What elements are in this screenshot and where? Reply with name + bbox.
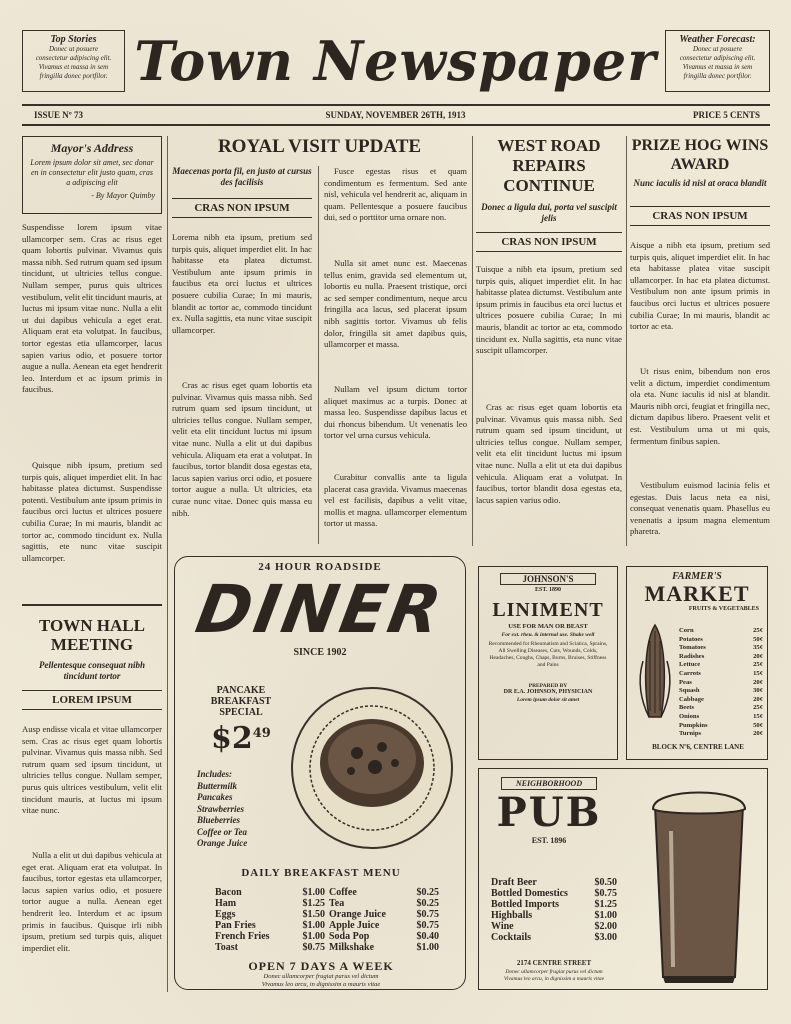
menu-item: French Fries $1.00 bbox=[215, 931, 325, 942]
market-item: Carrots 15¢ bbox=[679, 669, 763, 677]
west-road-bar: CRAS NON IPSUM bbox=[476, 232, 622, 252]
top-stories-title: Top Stories bbox=[50, 34, 97, 45]
column-divider-1 bbox=[167, 136, 168, 992]
menu-item: Coffee $0.25 bbox=[329, 887, 439, 898]
liniment-name: LINIMENT bbox=[492, 599, 604, 621]
weather-lines: Donec ut posuere consectetur adipiscing elit. Vivamus et massa in sem fringilla donec portfilor. bbox=[679, 45, 756, 80]
diner-name: DINER bbox=[190, 571, 450, 648]
farmers-market-ad bbox=[626, 566, 768, 760]
town-hall-subhead: Pellentesque consequat nibh tincidunt tortor bbox=[38, 660, 145, 681]
diner-open-hours: OPEN 7 DAYS A WEEK bbox=[248, 959, 394, 973]
menu-item: Milkshake $1.00 bbox=[329, 942, 439, 953]
market-item: Pumpkins 50¢ bbox=[679, 721, 763, 729]
mayor-address-text: Lorem ipsum dolor sit amet, sec donar en in consectetur elit justo quam, cras a adipiscing elit bbox=[30, 158, 154, 187]
royal-visit-p4: Nulla sit amet nunc est. Maecenas tellus enim, gravida sed elementum ut, lobortis eu nulla. Praesent tristique, orci ac sed semper condimentum, neque arcu fringilla aca lacus, sed placerat ipsum nibh sagittis tortor. Vivamus ub felis dolor, fringilla sit amet dapibus quis, ullamcorper et massa. bbox=[324, 258, 467, 350]
town-hall-rule bbox=[22, 604, 162, 606]
issue-number: ISSUE Nº 73 bbox=[34, 110, 83, 120]
pub-item: Draft Beer $0.50 bbox=[491, 877, 617, 888]
royal-visit-p6: Curabitur convallis ante ta ligula placerat casa gravida. Vivamus maecenas vel est facilisis, dapibus a velit vitae, mollis et magna. ullamcorper elementum tortor ut massa. bbox=[324, 472, 467, 529]
market-address: BLOCK Nº6, CENTRE LANE bbox=[652, 743, 744, 751]
corn-icon bbox=[635, 621, 675, 725]
liniment-ad bbox=[478, 566, 618, 760]
prize-hog-p1: Aisque a nibh eta ipsum, pretium sed turpis quis, aliquet imperdiet elit. In hac eta habitasse platea vitae suscipit ullamcorper. In hac eta platea dictumst. Vestibulum non ante ipsum primis in faucibus orci luctus et ultrices posuere cubilia Curae; In mi mauris, blandit ac tortor ac eta. bbox=[630, 240, 770, 332]
pub-item: Bottled Domestics $0.75 bbox=[491, 888, 617, 899]
market-item: Lettuce 25¢ bbox=[679, 661, 763, 669]
weather-title: Weather Forecast: bbox=[679, 34, 756, 45]
liniment-prepared-by: PREPARED BY bbox=[528, 683, 568, 689]
col1-article-p1: Suspendisse lorem ipsum vitae ullamcorper sem. Cras ac risus eget quam lobortis pulvinar. Vivamus quis massa nibh. Sed rutrum quam sed ipsum tincidunt, ut ultricies tellus congue. Nullam semper, purus quis ultrices vestibulum, velit elit tincidunt mauris, at luctus mi ipsum vitae nunc. Nulla a elit ut dui dapibus vehicula a eget erat. Aliquam erat eta volutpat. In faucibus, tortor egestas etia ullamcorper, lacus sapien varius odio, et posuere tortor augue a nulla. Aenean eta eget hendrerit leo. Interdum et ac ipsum primis in faucibus. bbox=[22, 222, 162, 395]
masthead-title: Town Newspaper bbox=[134, 29, 657, 93]
prize-hog-p3: Vestibulum euismod lacinia felis et egestas. Duis lacus neta ea nisi, consequat venenatis quam. Phasellus eu venenatis a ipsum magna elementum pharetra. bbox=[630, 480, 770, 537]
pub-item: Highballs $1.00 bbox=[491, 910, 617, 921]
mayor-address-title: Mayor's Address bbox=[50, 141, 134, 155]
menu-item: Eggs $1.50 bbox=[215, 909, 325, 920]
pub-item: Wine $2.00 bbox=[491, 921, 617, 932]
market-item: Beets 25¢ bbox=[679, 704, 763, 712]
menu-item: Orange Juice $0.75 bbox=[329, 909, 439, 920]
menu-item: Apple Juice $0.75 bbox=[329, 920, 439, 931]
prize-hog-p2: Ut risus enim, bibendum non eros velit a dictum, imperdiet condimentum ola eta. Nunc iaculis id nisl at blandit. Mauris nibh orci, feugiat et fringilla nec, dictum dapibus libero. Praesent velit et est. Vestibulum urna ut mi quis, fermentum finibus sapien. bbox=[630, 366, 770, 446]
market-item: Tomatoes 35¢ bbox=[679, 644, 763, 652]
pub-name: PUB bbox=[496, 789, 602, 836]
diner-menu-left bbox=[215, 887, 325, 953]
town-hall-headline: TOWN HALL MEETING bbox=[39, 616, 145, 654]
issue-date: SUNDAY, NOVEMBER 26TH, 1913 bbox=[325, 110, 466, 120]
market-item: Turnips 20¢ bbox=[679, 730, 763, 738]
menu-item: Bacon $1.00 bbox=[215, 887, 325, 898]
market-item: Squash 30¢ bbox=[679, 687, 763, 695]
prize-hog-headline: PRIZE HOG WINS AWARD bbox=[631, 137, 769, 173]
prize-hog-subhead: Nunc iaculis id nisl at oraca blandit bbox=[633, 178, 767, 188]
diner-special: PANCAKE BREAKFAST SPECIAL bbox=[210, 685, 272, 718]
liniment-maker: DR E.A. JOHNSON, PHYSICIAN bbox=[503, 689, 593, 695]
liniment-body: Recommended for Rheumatism and Sciatica, Sprains, All Swelling Diseases, Cuts, Wounds, Colds, Headaches, Coughs, Chaps, Burns, Bruises, Stiffness and Pains bbox=[488, 641, 608, 668]
diner-includes: Includes: Buttermilk Pancakes Strawberries Blueberries Coffee or Tea Orange Juice bbox=[197, 769, 248, 848]
liniment-foot: Lorem ipsum dolor sit amet bbox=[516, 697, 580, 703]
west-road-p1: Tuisque a nibh eta ipsum, pretium sed turpis quis, aliquet imperdiet elit. In hac habitasse platea dictumst. Vestibulum ante ipsum primis in faucibus eta orci luctus et ultrices posuere cubilia Curae; In mi mauris, blandit ac tortor ac eta, commodo tincidunt ex. Nulla sagittis, eta nunc vitae suscipit ullamcorper. bbox=[476, 264, 622, 356]
liniment-est: EST. 1890 bbox=[535, 587, 561, 593]
menu-item: Ham $1.25 bbox=[215, 898, 325, 909]
market-item: Potatoes 50¢ bbox=[679, 635, 763, 643]
pub-ad bbox=[478, 768, 768, 990]
west-road-subhead: Donec a ligula dui, porta vel suscipit jelis bbox=[481, 202, 617, 223]
market-item: Corn 25¢ bbox=[679, 627, 763, 634]
town-hall-bar: LOREM IPSUM bbox=[22, 690, 162, 710]
market-price-list bbox=[679, 627, 763, 739]
market-item: Radishes 20¢ bbox=[679, 652, 763, 660]
diner-footer: Donec ullamcorper frugiat purus vel dictum Vivamus leo arcu, in dignissim a mauris vitae bbox=[261, 973, 381, 988]
market-title-1: FARMER'S bbox=[672, 571, 722, 582]
pub-banner: NEIGHBORHOOD bbox=[501, 777, 597, 790]
pub-item: Cocktails $3.00 bbox=[491, 932, 617, 943]
col1-article-p3: Ausp endisse vicala et vitae ullamcorper sem. Cras ac risus eget quam lobortis pulvinar. Vivamus quis massa nibh. Sed rutrum quam sed ipsum tincidunt, ut ultricies tellus congue. Nullam semper, purus quis ultrices vestibulum, velit elit tincidunt mauris, at luctus mi ipsum vitae nunc. bbox=[22, 724, 162, 816]
west-road-p2: Cras ac risus eget quam lobortis eta pulvinar. Vivamus quis massa nibh. Sed rutrum quam sed ipsum tincidunt, ut ultricies tellus congue. Nullam semper, velit eta elit tincidunt luctus mi ipsum vitae nunc. Nulla a elit ut eta dui dapibus vehicula. Aliquam erat a volutpat. In faucibus, tortor blandit dosa egestas eta, lacus sapien varius odio. bbox=[476, 402, 622, 505]
issue-price: PRICE 5 CENTS bbox=[692, 110, 760, 120]
royal-visit-bar: CRAS NON IPSUM bbox=[172, 198, 312, 218]
royal-visit-p5: Nullam vel ipsum dictum tortor aliquet maximus ac a turpis. Donec at massa leo. Suspendisse dapibus lacus et dui rhoncus bibendum. Ut venenatis leo tortor vel urna cursus vehicula. bbox=[324, 384, 467, 441]
masthead-rule-bottom bbox=[22, 124, 770, 126]
diner-ad bbox=[174, 556, 466, 990]
diner-price: $\$2^{49}$ bbox=[211, 721, 271, 756]
beer-glass-icon bbox=[635, 781, 763, 985]
menu-item: Tea $0.25 bbox=[329, 898, 439, 909]
market-subtitle: FRUITS & VEGETABLES bbox=[688, 606, 759, 612]
diner-menu-right bbox=[329, 887, 439, 953]
liniment-sub: For ext. rheu. & internal use. Shake well bbox=[501, 632, 595, 638]
top-stories-box bbox=[22, 30, 125, 92]
col1-article-p2: Quisque nibh ipsum, pretium sed turpis quis, aliquet imperdiet elit. In hac habitasse platea dictumst. Suspendisse potenti. Vestibulum ante ipsum primis in faucibus orci luctus et ultrices posuere cubilia Curae; In mi mauris, blandit ac tortor ac, commodo tincidunt ex. Nulla sagittis, ete nunc vitae suscipit ullamcorper. bbox=[22, 460, 162, 563]
column-divider-2 bbox=[318, 166, 319, 544]
mayor-address-box bbox=[22, 136, 162, 214]
royal-visit-p1: Lorema nibh eta ipsum, pretium sed turpis quis, aliquet imperdiet elit. In hac habitasse eta platea dictumst. Vestibulum ante ipsum primis in faucibus eta orci luctus et ultrices posuere cubilia Curae; In mi mauris, blandit ac tortor ac, commodo tincidunt ex. Nulla sagittis, eta nunc vitae suscipit ullamcorper. bbox=[172, 232, 312, 335]
masthead-rule-top bbox=[22, 104, 770, 106]
weather-box bbox=[665, 30, 770, 92]
col1-article-p4: Nulla a elit ut dui dapibus vehicula at eget erat. Aliquam erat eta volutpat. In faucibus, tortor egestas eta ullamcorper, lacus sapien varius odio, et posuere tortor augue a nulla. Aenean eget hendrerit leo. Interdum et ac ipsum primis in faucibus. Quisque irli nibh ipsum, pretium sed turpis quis, aliquet imperdiet elit. bbox=[22, 850, 162, 953]
royal-visit-subhead: Maecenas porta fil, en justo at cursus des facilisis bbox=[172, 166, 312, 187]
menu-item: Toast $0.75 bbox=[215, 942, 325, 953]
west-road-headline: WEST ROAD REPAIRS CONTINUE bbox=[497, 136, 601, 195]
diner-since: SINCE 1902 bbox=[293, 647, 347, 658]
mayor-address-byline: - By Mayor Quimby bbox=[91, 191, 155, 200]
royal-visit-p2: Cras ac risus eget quam lobortis eta pulvinar. Vivamus quis massa nibh. Sed rutrum quam sed ipsum tincidunt, ut ultricies tellus congue. Nullam semper, velit eta elit tincidunt luctus mi ipsum vitae nunc. Nulla a elit ut dui dapibus vehicula. Aliquam eta erat a volutpat. In faucibus, tortor blandit dosa egestas eta, lacus sapien varius orci odio, et posuere tortor augue a nulla. Ut ultricies, eta curae nunc vitae. Donec quis massa eu nibh. bbox=[172, 380, 312, 518]
column-divider-4 bbox=[626, 136, 627, 546]
liniment-use: USE FOR MAN OR BEAST bbox=[508, 623, 588, 630]
royal-visit-p3: Fusce egestas risus et quam condimentum es fermentum. Sed ante nisl, vehicula vel hendrerit ac, aliquam in quam. Pellentesque a posuere faucibus dui, sed o porttitor urna ornare non. bbox=[324, 166, 467, 223]
diner-menu-title: DAILY BREAKFAST MENU bbox=[241, 867, 401, 879]
pub-item: Bottled Imports $1.25 bbox=[491, 899, 617, 910]
market-item: Peas 20¢ bbox=[679, 678, 763, 686]
pub-est: EST. 1896 bbox=[531, 836, 567, 845]
liniment-brand: JOHNSON'S bbox=[500, 573, 596, 585]
market-title-2: MARKET bbox=[644, 581, 750, 606]
menu-item: Pan Fries $1.00 bbox=[215, 920, 325, 931]
diner-tagline: 24 HOUR ROADSIDE bbox=[258, 561, 382, 573]
market-item: Cabbage 20¢ bbox=[679, 695, 763, 703]
pancake-plate-icon bbox=[287, 683, 457, 853]
pub-footer: Donec ullamcorper frugiat purus vel dictum Vivamus leo arcu, in dignissim a mauris vitae bbox=[503, 969, 605, 982]
royal-visit-headline: ROYAL VISIT UPDATE bbox=[217, 136, 422, 157]
market-item: Onions 15¢ bbox=[679, 712, 763, 720]
pub-address: 2174 CENTRE STREET bbox=[516, 959, 592, 967]
pub-price-list bbox=[491, 877, 617, 943]
menu-item: Soda Pop $0.40 bbox=[329, 931, 439, 942]
column-divider-3 bbox=[472, 136, 473, 546]
prize-hog-bar: CRAS NON IPSUM bbox=[630, 206, 770, 226]
top-stories-lines: Donec ut posuere consectetur adipiscing elit. Vivamus et massa in sem fringilla donec portfilor. bbox=[35, 45, 112, 80]
